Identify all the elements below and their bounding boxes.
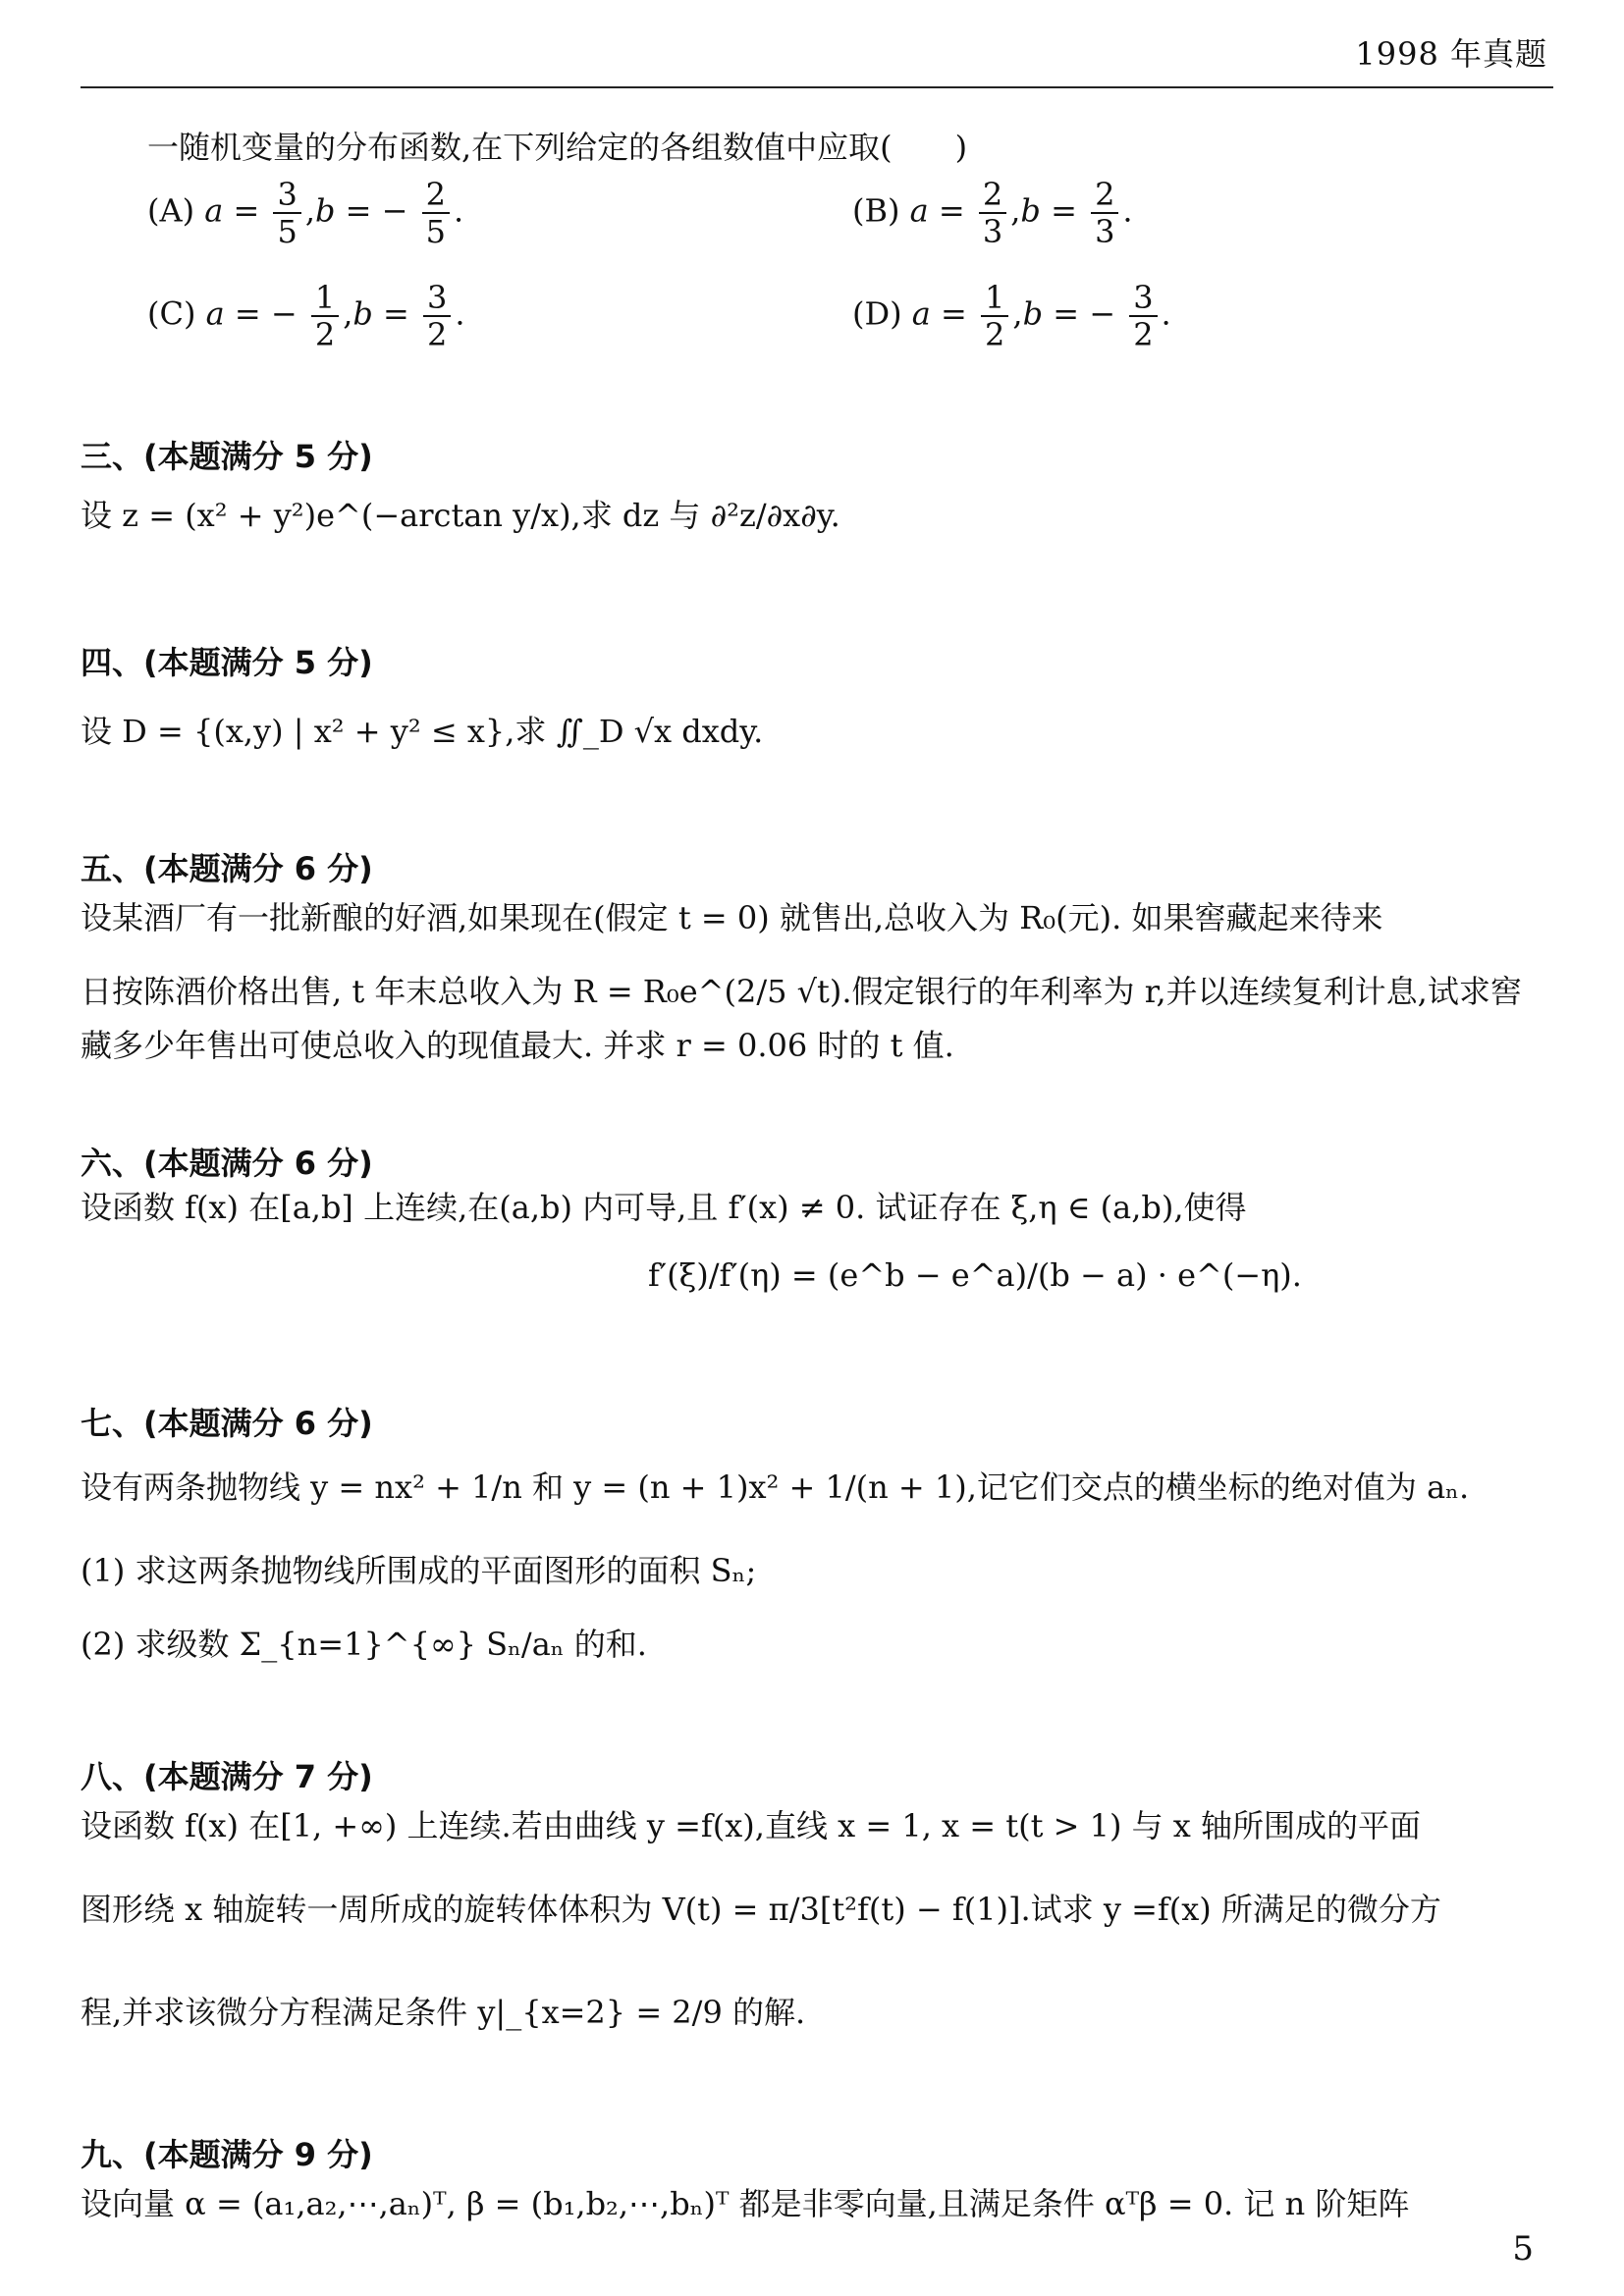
option-d: (D) a = $\frac{1}{2}$ ,b = − $\frac{3}{2}$ . bbox=[852, 279, 1171, 353]
section-6-line-1: 设函数 f(x) 在[a,b] 上连续,在(a,b) 内可导,且 f′(x) ≠ 0. 试证存在 ξ,η ∈ (a,b),使得 bbox=[81, 1189, 1247, 1226]
option-d-label: (D) bbox=[852, 294, 902, 333]
section-6-heading: 六、(本题满分 6 分) bbox=[81, 1145, 373, 1182]
option-b-label: (B) bbox=[852, 191, 900, 230]
section-5-line-3: 藏多少年售出可使总收入的现值最大. 并求 r = 0.06 时的 t 值. bbox=[81, 1027, 954, 1064]
section-8-line-1: 设函数 f(x) 在[1, +∞) 上连续.若由曲线 y =f(x),直线 x = 1, x = t(t > 1) 与 x 轴所围成的平面 bbox=[81, 1807, 1422, 1844]
header-rule bbox=[81, 86, 1553, 88]
section-7-line-1: 设有两条抛物线 y = nx² + 1/n 和 y = (n + 1)x² + 1/(n + 1),记它们交点的横坐标的绝对值为 aₙ. bbox=[81, 1468, 1470, 1506]
option-a: (A) a = $\frac{3}{5}$ ,b = − $\frac{2}{5}$ . bbox=[147, 176, 464, 250]
page-header-title: 1998 年真题 bbox=[1355, 35, 1547, 73]
section-8-line-3: 程,并求该微分方程满足条件 y|_{x=2} = 2/9 的解. bbox=[81, 1994, 806, 2031]
section-7-line-2: (1) 求这两条抛物线所围成的平面图形的面积 Sₙ; bbox=[81, 1552, 757, 1589]
section-3-text: 设 z = (x² + y²)e^(−arctan y/x),求 dz 与 ∂²z/∂x∂y. bbox=[81, 497, 840, 534]
section-4-heading: 四、(本题满分 5 分) bbox=[81, 644, 373, 681]
option-a-label: (A) bbox=[147, 191, 195, 230]
section-6-equation: f′(ξ)/f′(η) = (e^b − e^a)/(b − a) · e^(−η). bbox=[648, 1256, 1302, 1294]
section-5-line-1: 设某酒厂有一批新酿的好酒,如果现在(假定 t = 0) 就售出,总收入为 R₀(元). 如果窖藏起来待来 bbox=[81, 899, 1383, 936]
section-3-heading: 三、(本题满分 5 分) bbox=[81, 438, 373, 475]
page-number: 5 bbox=[1512, 2229, 1534, 2269]
intro-question-text: 一随机变量的分布函数,在下列给定的各组数值中应取( ) bbox=[147, 129, 968, 166]
section-5-heading: 五、(本题满分 6 分) bbox=[81, 850, 373, 887]
section-7-line-3: (2) 求级数 Σ_{n=1}^{∞} Sₙ/aₙ 的和. bbox=[81, 1626, 647, 1663]
option-c-label: (C) bbox=[147, 294, 196, 333]
section-9-line-1: 设向量 α = (a₁,a₂,⋯,aₙ)ᵀ, β = (b₁,b₂,⋯,bₙ)ᵀ 都是非零向量,且满足条件 αᵀβ = 0. 记 n 阶矩阵 bbox=[81, 2185, 1410, 2222]
section-5-line-2: 日按陈酒价格出售, t 年末总收入为 R = R₀e^(2/5 √t).假定银行的年利率为 r,并以连续复利计息,试求窖 bbox=[81, 973, 1522, 1010]
option-b: (B) a = $\frac{2}{3}$ ,b = $\frac{2}{3}$ . bbox=[852, 176, 1133, 250]
section-9-heading: 九、(本题满分 9 分) bbox=[81, 2136, 373, 2173]
option-c: (C) a = − $\frac{1}{2}$ ,b = $\frac{3}{2}$ . bbox=[147, 279, 465, 353]
section-7-heading: 七、(本题满分 6 分) bbox=[81, 1405, 373, 1442]
section-8-heading: 八、(本题满分 7 分) bbox=[81, 1758, 373, 1795]
section-4-text: 设 D = {(x,y) | x² + y² ≤ x},求 ∬_D √x dxdy. bbox=[81, 713, 764, 750]
section-8-line-2: 图形绕 x 轴旋转一周所成的旋转体体积为 V(t) = π/3[t²f(t) − f(1)].试求 y =f(x) 所满足的微分方 bbox=[81, 1891, 1441, 1928]
